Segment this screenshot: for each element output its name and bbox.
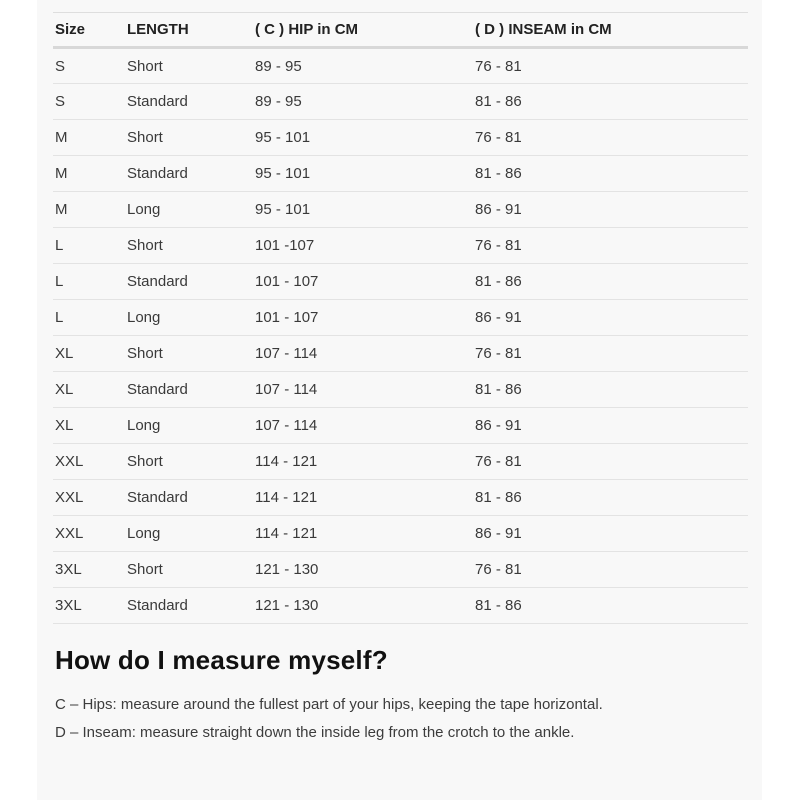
cell-length: Long (125, 300, 253, 336)
cell-size: S (53, 84, 125, 120)
table-row (53, 516, 748, 552)
cell-size: L (53, 228, 125, 264)
cell-hip: 89 - 95 (253, 48, 473, 84)
cell-size: L (53, 300, 125, 336)
cell-inseam: 86 - 91 (473, 192, 748, 228)
cell-inseam: 81 - 86 (473, 264, 748, 300)
cell-inseam: 86 - 91 (473, 516, 748, 552)
cell-length: Long (125, 408, 253, 444)
measure-instruction-inseam: D – Inseam: measure straight down the inside leg from the crotch to the ankle. (55, 724, 575, 741)
table-row (53, 48, 748, 84)
cell-hip: 89 - 95 (253, 84, 473, 120)
cell-length: Short (125, 48, 253, 84)
table-row (53, 444, 748, 480)
cell-length: Standard (125, 84, 253, 120)
cell-size: M (53, 156, 125, 192)
measure-instruction-hips: C – Hips: measure around the fullest part of your hips, keeping the tape horizontal. (55, 696, 603, 713)
cell-hip: 121 - 130 (253, 588, 473, 624)
cell-hip: 114 - 121 (253, 516, 473, 552)
cell-size: M (53, 120, 125, 156)
cell-length: Standard (125, 588, 253, 624)
cell-hip: 107 - 114 (253, 372, 473, 408)
cell-size: XL (53, 408, 125, 444)
header-size: Size (53, 13, 125, 48)
cell-inseam: 86 - 91 (473, 300, 748, 336)
table-row (53, 300, 748, 336)
cell-size: XXL (53, 516, 125, 552)
table-row (53, 408, 748, 444)
cell-inseam: 81 - 86 (473, 480, 748, 516)
cell-length: Standard (125, 480, 253, 516)
header-hip: ( C ) HIP in CM (253, 13, 473, 48)
cell-size: XL (53, 372, 125, 408)
cell-hip: 121 - 130 (253, 552, 473, 588)
cell-hip: 95 - 101 (253, 192, 473, 228)
cell-size: XXL (53, 480, 125, 516)
cell-hip: 95 - 101 (253, 156, 473, 192)
cell-hip: 114 - 121 (253, 444, 473, 480)
size-chart-header-row (53, 13, 748, 48)
cell-size: L (53, 264, 125, 300)
header-length: LENGTH (125, 13, 253, 48)
table-row (53, 84, 748, 120)
cell-hip: 101 - 107 (253, 264, 473, 300)
cell-length: Short (125, 120, 253, 156)
cell-length: Long (125, 516, 253, 552)
cell-inseam: 76 - 81 (473, 336, 748, 372)
table-row (53, 120, 748, 156)
cell-length: Short (125, 444, 253, 480)
cell-inseam: 76 - 81 (473, 444, 748, 480)
measure-instructions (55, 696, 748, 741)
cell-length: Short (125, 336, 253, 372)
table-row (53, 588, 748, 624)
cell-inseam: 81 - 86 (473, 156, 748, 192)
cell-inseam: 76 - 81 (473, 48, 748, 84)
table-row (53, 156, 748, 192)
cell-inseam: 81 - 86 (473, 372, 748, 408)
table-row (53, 552, 748, 588)
size-chart-table (53, 12, 748, 624)
cell-size: XL (53, 336, 125, 372)
table-row (53, 228, 748, 264)
cell-inseam: 76 - 81 (473, 120, 748, 156)
cell-length: Short (125, 552, 253, 588)
cell-length: Long (125, 192, 253, 228)
cell-size: S (53, 48, 125, 84)
cell-length: Standard (125, 156, 253, 192)
cell-inseam: 76 - 81 (473, 228, 748, 264)
table-row (53, 192, 748, 228)
cell-size: 3XL (53, 588, 125, 624)
cell-inseam: 86 - 91 (473, 408, 748, 444)
cell-size: XXL (53, 444, 125, 480)
cell-inseam: 81 - 86 (473, 588, 748, 624)
cell-length: Standard (125, 264, 253, 300)
cell-hip: 101 - 107 (253, 300, 473, 336)
size-guide-panel (37, 0, 762, 800)
cell-size: M (53, 192, 125, 228)
table-row (53, 264, 748, 300)
cell-length: Standard (125, 372, 253, 408)
table-row (53, 372, 748, 408)
cell-inseam: 81 - 86 (473, 84, 748, 120)
cell-hip: 107 - 114 (253, 336, 473, 372)
cell-length: Short (125, 228, 253, 264)
cell-size: 3XL (53, 552, 125, 588)
table-row (53, 480, 748, 516)
measure-section-heading: How do I measure myself? (55, 645, 388, 675)
header-inseam: ( D ) INSEAM in CM (473, 13, 748, 48)
cell-hip: 95 - 101 (253, 120, 473, 156)
size-chart-body (53, 48, 748, 624)
cell-inseam: 76 - 81 (473, 552, 748, 588)
cell-hip: 101 -107 (253, 228, 473, 264)
table-row (53, 336, 748, 372)
cell-hip: 114 - 121 (253, 480, 473, 516)
cell-hip: 107 - 114 (253, 408, 473, 444)
